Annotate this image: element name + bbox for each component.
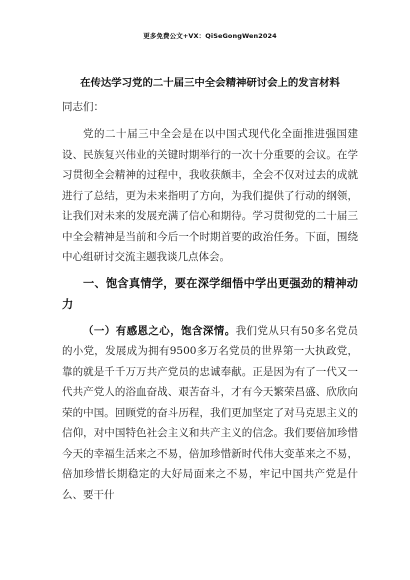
subsection-paragraph-1 [62, 321, 358, 506]
section-heading-1: 一、饱含真情学，要在深学细悟中学出更强劲的精神动力 [62, 276, 358, 311]
intro-paragraph: 党的二十届三中全会是在以中国式现代化全面推进强国建设、民族复兴伟业的关键时期举行的一次十分重要的会议。在学习贯彻全会精神的过程中，我收获颇丰，全会不仅对过去的成就进行了总结，更为未来指明了方向，为我们提供了行动的纲领，让我们对未来的发展充满了信心和期待。学习贯彻党的二十届三中全会精神是当前和今后一个时期首要的政治任务。下面，围绕中心组研讨交流主题我谈几点体会。 [62, 128, 358, 263]
document-title: 在传达学习党的二十届三中全会精神研讨会上的发言材料 [80, 77, 340, 89]
watermark-text: 更多免费公文+VX：QiSeGongWen2024 [143, 32, 277, 40]
subsection-body-1: 我们党从只有50多名党员的小党，发展成为拥有9500多万名党员的世界第一大执政党，靠的就是千千万万共产党员的忠诚奉献。正是因为有了一代又一代共产党人的浴血奋战、艰苦奋斗，才有今天繁荣昌盛、欣欣向荣的中国。回顾党的奋斗历程，我们更加坚定了对马克思主义的信仰，对中国特色社会主义和共产主义的信念。我们要倍加珍惜今天的幸福生活来之不易，倍加珍惜新时代伟大变革来之不易，倍加珍惜长期稳定的大好局面来之不易，牢记中国共产党是什么、要干什 [62, 324, 358, 501]
salutation: 同志们： [62, 101, 104, 113]
subsection-heading-1: （一）有感恩之心，饱含深情。 [83, 324, 236, 337]
